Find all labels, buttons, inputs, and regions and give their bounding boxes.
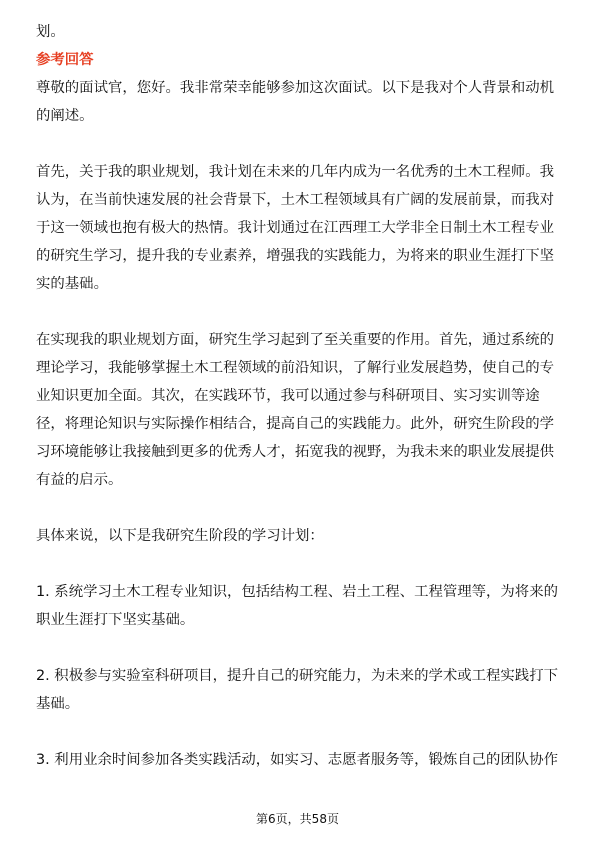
plan-item-3: 3. 利用业余时间参加各类实践活动，如实习、志愿者服务等，锻炼自己的团队协作 (36, 752, 558, 768)
paragraph-gap (36, 634, 560, 662)
intro-paragraph: 尊敬的面试官，您好。我非常荣幸能够参加这次面试。以下是我对个人背景和动机的阐述。 (36, 80, 555, 124)
plan-item-2: 2. 积极参与实验室科研项目，提升自己的研究能力，为未来的学术或工程实践打下基础。 (36, 668, 558, 712)
answer-heading: 参考回答 (36, 52, 94, 68)
career-plan-paragraph: 首先，关于我的职业规划，我计划在未来的几年内成为一名优秀的土木工程师。我认为，在当前快速发展的社会背景下，土木工程领域具有广阔的发展前景，而我对于这一领域也抱有极大的热情。我计划通过在江西理工大学非全日制土木工程专业的研究生学习，提升我的专业素养，增强我的实践能力，为将来的职业生涯打下坚实的基础。 (36, 164, 555, 292)
page-content (36, 18, 560, 774)
plan-item-1: 1. 系统学习土木工程专业知识，包括结构工程、岩土工程、工程管理等，为将来的职业生涯打下坚实基础。 (36, 584, 558, 628)
paragraph-gap (36, 494, 560, 522)
paragraph-gap (36, 298, 560, 326)
page-number-footer: 第6页，共58页 (256, 812, 339, 826)
previous-text-continuation: 划。 (36, 24, 65, 40)
graduate-role-paragraph: 在实现我的职业规划方面，研究生学习起到了至关重要的作用。首先，通过系统的理论学习，我能够掌握土木工程领域的前沿知识，了解行业发展趋势，使自己的专业知识更加全面。其次，在实践环节，我可以通过参与科研项目、实习实训等途径，将理论知识与实际操作相结合，提高自己的实践能力。此外，研究生阶段的学习环境能够让我接触到更多的优秀人才，拓宽我的视野，为我未来的职业发展提供有益的启示。 (36, 332, 555, 488)
plan-intro-paragraph: 具体来说，以下是我研究生阶段的学习计划： (36, 528, 324, 544)
paragraph-gap (36, 550, 560, 578)
paragraph-gap (36, 718, 560, 746)
paragraph-gap (36, 130, 560, 158)
